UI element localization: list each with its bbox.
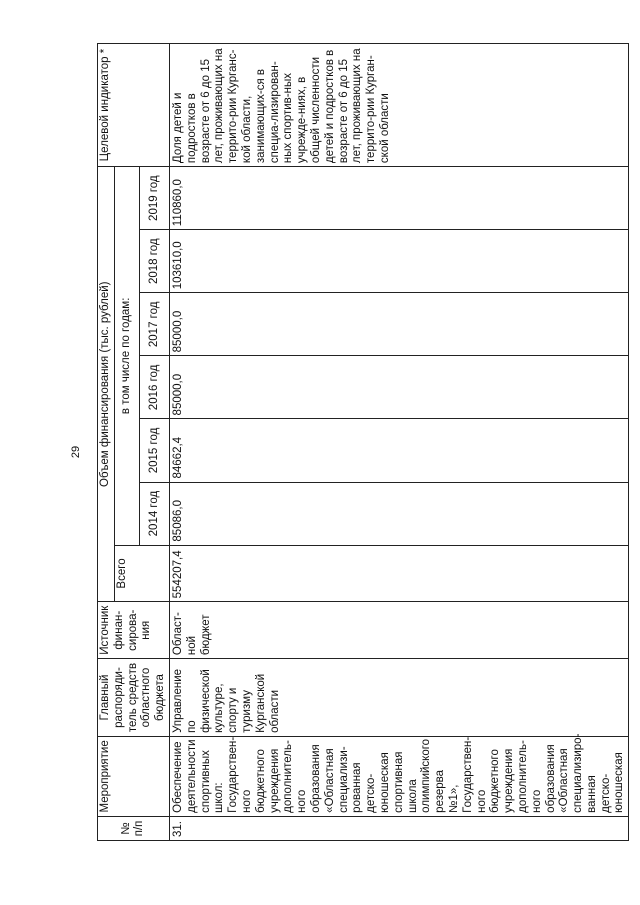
row-num: 31. xyxy=(169,816,628,840)
header-by-year: в том числе по годам: xyxy=(114,167,139,546)
row-value-2015: 84662,4 xyxy=(169,419,628,482)
row-indicator: Доля детей и подростков в возрасте от 6 до 15 лет, проживающих на террито-рии Курганс-кой области, занимающих-ся в специа-лизирован-ных спортив-ных учрежде-ниях, в общей численности детей и подростков в возрасте от 6 до 15 лет, проживающих на террито-рии Курган-ской области xyxy=(169,44,628,167)
row-value-2016: 85000,0 xyxy=(169,356,628,419)
row-event: Обеспечение деятельности спортивных школ: Государствен-ного бюджетного учреждения дополнитель-ного образования «Областная специализи-рованная детско-юношеская спортивная школа олимпийского резерва №1», Государствен-ного бюджетного учреждения дополнитель-ного образования «Областная специализиро-ванная детско-юношеская xyxy=(169,736,628,816)
row-value-2018: 103610,0 xyxy=(169,230,628,293)
header-source: Источник финан-сирова-ния xyxy=(98,602,170,659)
header-year-2019: 2019 год xyxy=(139,167,169,230)
rotated-table-container xyxy=(97,43,626,841)
row-manager: Управление по физической культуре, спорту и туризму Курганской области xyxy=(169,659,628,737)
row-total: 554207,4 xyxy=(169,545,628,602)
header-year-2015: 2015 год xyxy=(139,419,169,482)
row-value-2014: 85086,0 xyxy=(169,482,628,545)
header-total: Всего xyxy=(114,545,169,602)
header-year-2016: 2016 год xyxy=(139,356,169,419)
header-year-2014: 2014 год xyxy=(139,482,169,545)
header-event: Мероприятие xyxy=(98,736,170,816)
header-manager: Главный распоряди-тель средств областного бюджета xyxy=(98,659,170,737)
header-year-2017: 2017 год xyxy=(139,293,169,356)
funding-table xyxy=(97,43,629,841)
row-value-2017: 85000,0 xyxy=(169,293,628,356)
header-funding: Объем финансирования (тыс. рублей) xyxy=(98,167,115,602)
header-num: № п/п xyxy=(98,816,170,840)
table-row xyxy=(169,44,628,841)
row-source: Област-ной бюджет xyxy=(169,602,628,659)
row-value-2019: 110860,0 xyxy=(169,167,628,230)
header-indicator: Целевой индикатор * xyxy=(98,44,170,167)
header-year-2018: 2018 год xyxy=(139,230,169,293)
page-number: 29 xyxy=(70,445,83,459)
